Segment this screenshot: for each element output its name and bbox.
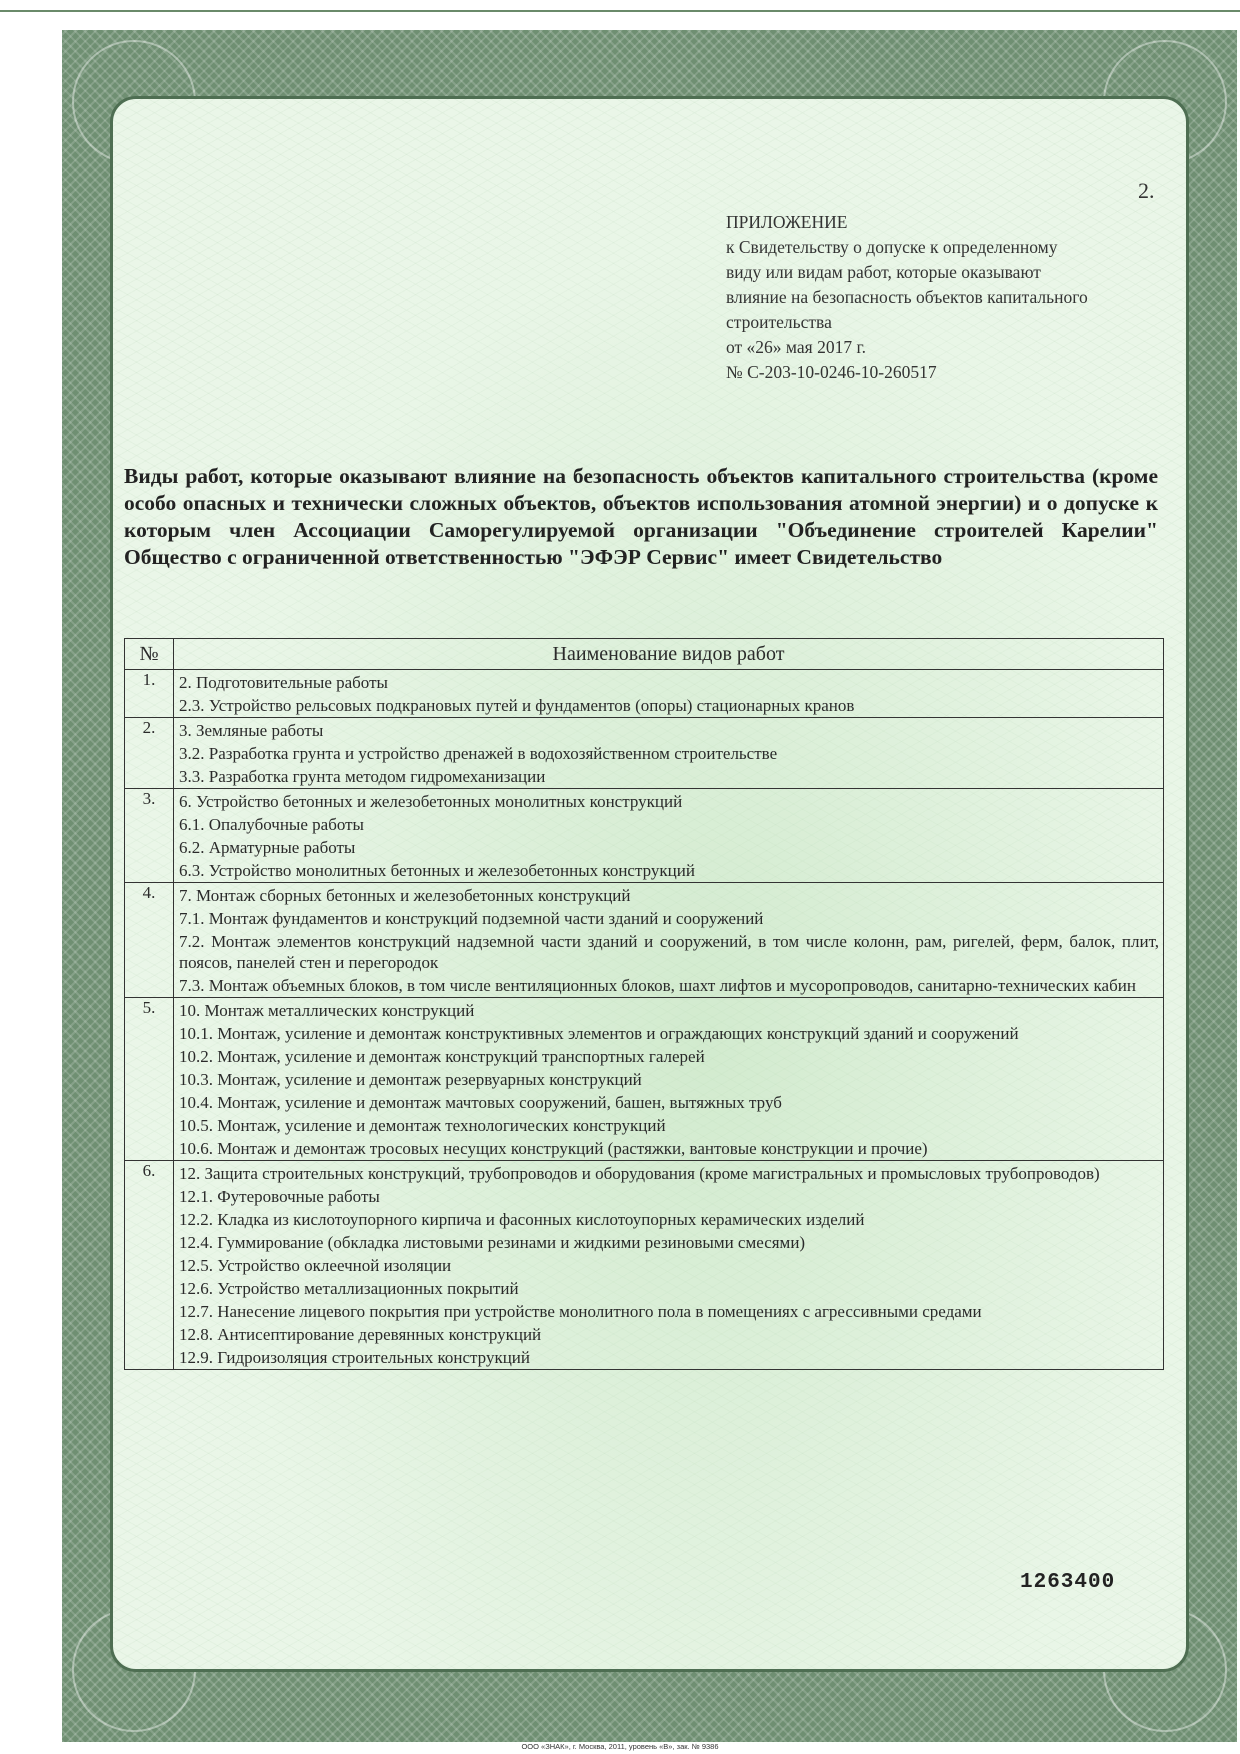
row-number: 6. [125, 1161, 174, 1370]
work-item: 10.2. Монтаж, усиление и демонтаж конструкций транспортных галерей [179, 1047, 705, 1066]
row-number: 1. [125, 670, 174, 718]
table-row [125, 789, 1164, 883]
page-number: 2. [1138, 178, 1155, 203]
row-works [174, 789, 1164, 883]
work-item: 10.4. Монтаж, усиление и демонтаж мачтовых сооружений, башен, вытяжных труб [179, 1093, 782, 1112]
work-item: 12.2. Кладка из кислотоупорного кирпича и фасонных кислотоупорных керамических изделий [179, 1210, 865, 1229]
row-number: 2. [125, 718, 174, 789]
document-title: Виды работ, которые оказывают влияние на безопасность объектов капитального строительства (кроме особо опасных и технически сложных объектов, объектов использования атомной энергии) и о допуске к которым член Ассоциации Саморегулируемой организации "Объединение строителей Карелии" Общество с ограниченной ответственностью "ЭФЭР Сервис" имеет Свидетельство [124, 464, 1158, 569]
appendix-certificate-number: № С-203-10-0246-10-260517 [726, 362, 937, 382]
appendix-date: от «26» мая 2017 г. [726, 337, 867, 357]
work-item: 7.3. Монтаж объемных блоков, в том числе вентиляционных блоков, шахт лифтов и мусоропроводов, санитарно-технических кабин [179, 976, 1136, 995]
row-number: 4. [125, 883, 174, 998]
work-item: 12.8. Антисептирование деревянных конструкций [179, 1325, 542, 1344]
table-row [125, 670, 1164, 718]
row-works [174, 1161, 1164, 1370]
work-item: 2. Подготовительные работы [179, 673, 388, 692]
row-works [174, 718, 1164, 789]
work-item: 2.3. Устройство рельсовых подкрановых путей и фундаментов (опоры) стационарных кранов [179, 696, 855, 715]
appendix-line: к Свидетельству о допуске к определенному [726, 237, 1058, 257]
table-row [125, 883, 1164, 998]
work-item: 10.5. Монтаж, усиление и демонтаж технологических конструкций [179, 1116, 666, 1135]
work-item: 10.3. Монтаж, усиление и демонтаж резервуарных конструкций [179, 1070, 642, 1089]
work-item: 10.1. Монтаж, усиление и демонтаж конструктивных элементов и ограждающих конструкций зданий и сооружений [179, 1024, 1019, 1043]
work-item: 6.1. Опалубочные работы [179, 815, 364, 834]
work-item: 12.7. Нанесение лицевого покрытия при устройстве монолитного пола в помещениях с агрессивными средами [179, 1302, 982, 1321]
appendix-line: виду или видам работ, которые оказывают [726, 262, 1041, 282]
row-works [174, 998, 1164, 1161]
work-item: 12.9. Гидроизоляция строительных конструкций [179, 1348, 530, 1367]
work-item: 12.1. Футеровочные работы [179, 1187, 380, 1206]
work-item: 6.3. Устройство монолитных бетонных и железобетонных конструкций [179, 861, 695, 880]
row-number: 5. [125, 998, 174, 1161]
work-item: 12.5. Устройство оклеечной изоляции [179, 1256, 452, 1275]
serial-number: 1263400 [1020, 1571, 1116, 1594]
header-work-name: Наименование видов работ [174, 639, 1164, 670]
top-edge-line [0, 10, 1240, 12]
appendix-line: влияние на безопасность объектов капитального [726, 287, 1088, 307]
work-item: 7. Монтаж сборных бетонных и железобетонных конструкций [179, 886, 631, 905]
work-item: 3.2. Разработка грунта и устройство дренажей в водохозяйственном строительстве [179, 744, 778, 763]
works-table [124, 638, 1164, 1370]
work-item: 7.1. Монтаж фундаментов и конструкций подземной части зданий и сооружений [179, 909, 764, 928]
row-works [174, 670, 1164, 718]
table-header-row [125, 639, 1164, 670]
work-item: 6. Устройство бетонных и железобетонных монолитных конструкций [179, 792, 683, 811]
appendix-block [726, 210, 1166, 385]
work-item: 10. Монтаж металлических конструкций [179, 1001, 475, 1020]
row-works [174, 883, 1164, 998]
appendix-line: строительства [726, 312, 832, 332]
work-item: 12. Защита строительных конструкций, трубопроводов и оборудования (кроме магистральных и промысловых трубопроводов) [179, 1164, 1100, 1183]
work-item: 3.3. Разработка грунта методом гидромеханизации [179, 767, 546, 786]
table-row [125, 1161, 1164, 1370]
work-item: 10.6. Монтаж и демонтаж тросовых несущих конструкций (растяжки, вантовые конструкции и прочие) [179, 1139, 928, 1158]
table-row [125, 718, 1164, 789]
work-item: 7.2. Монтаж элементов конструкций надземной части зданий и сооружений, в том числе колонн, рам, ригелей, ферм, балок, плит, поясов, панелей стен и перегородок [179, 932, 1159, 972]
header-number: № [125, 639, 174, 670]
work-item: 12.4. Гуммирование (обкладка листовыми резинами и жидкими резиновыми смесями) [179, 1233, 806, 1252]
work-item: 6.2. Арматурные работы [179, 838, 356, 857]
appendix-heading: ПРИЛОЖЕНИЕ [726, 212, 848, 232]
table-row [125, 998, 1164, 1161]
work-item: 12.6. Устройство металлизационных покрытий [179, 1279, 519, 1298]
work-item: 3. Земляные работы [179, 721, 324, 740]
printer-imprint: ООО «ЗНАК», г. Москва, 2011, уровень «В», зак. № 9386 [521, 1742, 719, 1751]
row-number: 3. [125, 789, 174, 883]
